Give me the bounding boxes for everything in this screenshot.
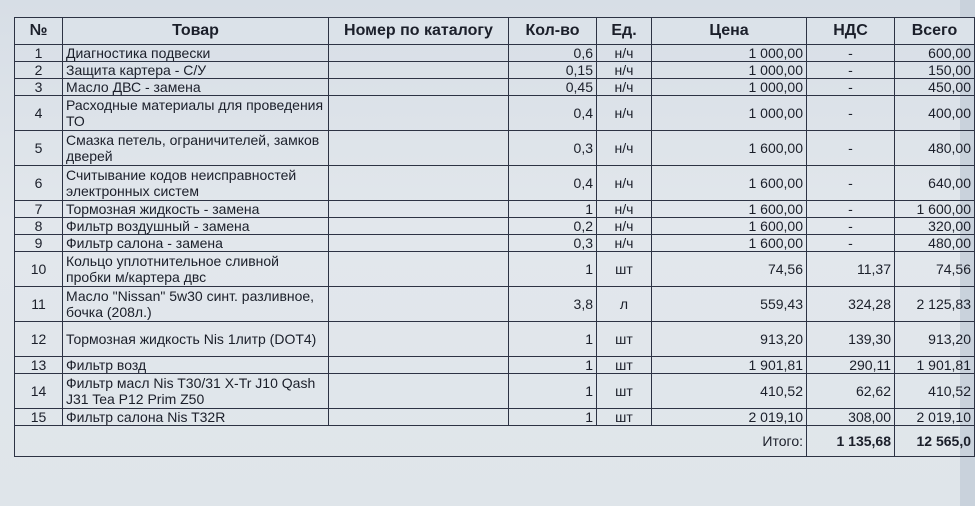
row-total: 2 125,83	[895, 287, 975, 322]
row-num: 12	[15, 322, 63, 357]
row-num: 3	[15, 79, 63, 96]
row-qty: 0,4	[509, 96, 597, 131]
row-vat: -	[807, 218, 895, 235]
row-catalog	[329, 166, 509, 201]
table-row	[15, 252, 975, 287]
row-item: Защита картера - С/У	[63, 62, 329, 79]
row-vat: -	[807, 131, 895, 166]
row-vat: -	[807, 62, 895, 79]
row-vat: -	[807, 79, 895, 96]
row-qty: 0,6	[509, 45, 597, 62]
row-total: 480,00	[895, 235, 975, 252]
table-row	[15, 287, 975, 322]
row-vat: -	[807, 45, 895, 62]
row-item: Масло ДВС - замена	[63, 79, 329, 96]
row-item: Смазка петель, ограничителей, замков дверей	[63, 131, 329, 166]
row-vat: -	[807, 201, 895, 218]
row-total: 2 019,10	[895, 409, 975, 426]
table-row	[15, 96, 975, 131]
row-catalog	[329, 131, 509, 166]
row-unit: н/ч	[597, 218, 652, 235]
row-num: 10	[15, 252, 63, 287]
row-catalog	[329, 322, 509, 357]
row-unit: шт	[597, 374, 652, 409]
row-unit: н/ч	[597, 62, 652, 79]
row-catalog	[329, 287, 509, 322]
row-num: 11	[15, 287, 63, 322]
row-catalog	[329, 201, 509, 218]
row-total: 1 600,00	[895, 201, 975, 218]
table-row	[15, 322, 975, 357]
row-qty: 1	[509, 409, 597, 426]
row-price: 2 019,10	[652, 409, 807, 426]
col-header-item: Товар	[63, 18, 329, 45]
row-item: Фильтр салона - замена	[63, 235, 329, 252]
row-total: 150,00	[895, 62, 975, 79]
row-qty: 0,4	[509, 166, 597, 201]
row-total: 480,00	[895, 131, 975, 166]
row-item: Фильтр салона Nis T32R	[63, 409, 329, 426]
row-price: 1 901,81	[652, 357, 807, 374]
row-vat: 139,30	[807, 322, 895, 357]
header-row	[15, 18, 975, 45]
row-qty: 0,45	[509, 79, 597, 96]
row-price: 1 600,00	[652, 218, 807, 235]
row-num: 6	[15, 166, 63, 201]
row-catalog	[329, 218, 509, 235]
row-total: 74,56	[895, 252, 975, 287]
row-catalog	[329, 374, 509, 409]
col-header-price: Цена	[652, 18, 807, 45]
row-catalog	[329, 62, 509, 79]
row-num: 13	[15, 357, 63, 374]
row-price: 410,52	[652, 374, 807, 409]
row-unit: н/ч	[597, 96, 652, 131]
invoice-table	[14, 17, 975, 457]
row-qty: 1	[509, 201, 597, 218]
row-unit: н/ч	[597, 235, 652, 252]
row-price: 913,20	[652, 322, 807, 357]
row-item: Масло "Nissan" 5w30 синт. разливное, бочка (208л.)	[63, 287, 329, 322]
row-item: Фильтр возд	[63, 357, 329, 374]
row-price: 1 000,00	[652, 62, 807, 79]
table-row	[15, 131, 975, 166]
row-vat: 308,00	[807, 409, 895, 426]
row-item: Кольцо уплотнительное сливной пробки м/картера двс	[63, 252, 329, 287]
row-num: 1	[15, 45, 63, 62]
vat-total: 1 135,68	[807, 426, 895, 457]
table-row	[15, 62, 975, 79]
row-vat: -	[807, 166, 895, 201]
table-row	[15, 166, 975, 201]
row-price: 74,56	[652, 252, 807, 287]
row-item: Считывание кодов неисправностей электронных систем	[63, 166, 329, 201]
row-vat: 62,62	[807, 374, 895, 409]
row-num: 14	[15, 374, 63, 409]
row-num: 5	[15, 131, 63, 166]
row-item: Фильтр масл Nis T30/31 X-Tr J10 Qash J31 Tea P12 Prim Z50	[63, 374, 329, 409]
row-num: 7	[15, 201, 63, 218]
row-total: 320,00	[895, 218, 975, 235]
row-qty: 1	[509, 374, 597, 409]
row-qty: 0,3	[509, 131, 597, 166]
row-num: 8	[15, 218, 63, 235]
row-num: 15	[15, 409, 63, 426]
row-unit: н/ч	[597, 201, 652, 218]
row-price: 1 600,00	[652, 235, 807, 252]
row-item: Расходные материалы для проведения ТО	[63, 96, 329, 131]
row-qty: 1	[509, 357, 597, 374]
row-unit: шт	[597, 357, 652, 374]
row-total: 450,00	[895, 79, 975, 96]
col-header-total: Всего	[895, 18, 975, 45]
row-unit: н/ч	[597, 79, 652, 96]
row-total: 600,00	[895, 45, 975, 62]
row-vat: -	[807, 96, 895, 131]
table-row	[15, 45, 975, 62]
row-price: 1 000,00	[652, 96, 807, 131]
row-qty: 1	[509, 322, 597, 357]
row-item: Диагностика подвески	[63, 45, 329, 62]
row-price: 1 000,00	[652, 45, 807, 62]
row-num: 4	[15, 96, 63, 131]
row-num: 2	[15, 62, 63, 79]
table-row	[15, 218, 975, 235]
row-total: 410,52	[895, 374, 975, 409]
table-row	[15, 409, 975, 426]
row-unit: шт	[597, 252, 652, 287]
row-qty: 0,15	[509, 62, 597, 79]
col-header-num: №	[15, 18, 63, 45]
row-qty: 3,8	[509, 287, 597, 322]
row-num: 9	[15, 235, 63, 252]
row-vat: 11,37	[807, 252, 895, 287]
row-total: 400,00	[895, 96, 975, 131]
row-vat: -	[807, 235, 895, 252]
row-qty: 0,2	[509, 218, 597, 235]
row-price: 1 600,00	[652, 201, 807, 218]
row-catalog	[329, 45, 509, 62]
table-row	[15, 374, 975, 409]
table-row	[15, 235, 975, 252]
col-header-unit: Ед.	[597, 18, 652, 45]
row-catalog	[329, 252, 509, 287]
row-unit: шт	[597, 409, 652, 426]
totals-row	[15, 426, 975, 457]
row-total: 1 901,81	[895, 357, 975, 374]
total-label: Итого:	[15, 426, 807, 457]
row-item: Фильтр воздушный - замена	[63, 218, 329, 235]
row-catalog	[329, 235, 509, 252]
table-row	[15, 201, 975, 218]
row-vat: 324,28	[807, 287, 895, 322]
grand-total: 12 565,0	[895, 426, 975, 457]
row-catalog	[329, 79, 509, 96]
row-unit: н/ч	[597, 45, 652, 62]
row-qty: 1	[509, 252, 597, 287]
row-price: 559,43	[652, 287, 807, 322]
col-header-catalog: Номер по каталогу	[329, 18, 509, 45]
row-unit: н/ч	[597, 166, 652, 201]
row-price: 1 600,00	[652, 131, 807, 166]
table-row	[15, 357, 975, 374]
row-vat: 290,11	[807, 357, 895, 374]
row-total: 640,00	[895, 166, 975, 201]
col-header-qty: Кол-во	[509, 18, 597, 45]
row-total: 913,20	[895, 322, 975, 357]
row-item: Тормозная жидкость - замена	[63, 201, 329, 218]
row-qty: 0,3	[509, 235, 597, 252]
row-catalog	[329, 357, 509, 374]
row-price: 1 000,00	[652, 79, 807, 96]
table-row	[15, 79, 975, 96]
row-unit: л	[597, 287, 652, 322]
row-item: Тормозная жидкость Nis 1литр (DOT4)	[63, 322, 329, 357]
row-unit: шт	[597, 322, 652, 357]
col-header-vat: НДС	[807, 18, 895, 45]
row-price: 1 600,00	[652, 166, 807, 201]
row-unit: н/ч	[597, 131, 652, 166]
row-catalog	[329, 96, 509, 131]
row-catalog	[329, 409, 509, 426]
